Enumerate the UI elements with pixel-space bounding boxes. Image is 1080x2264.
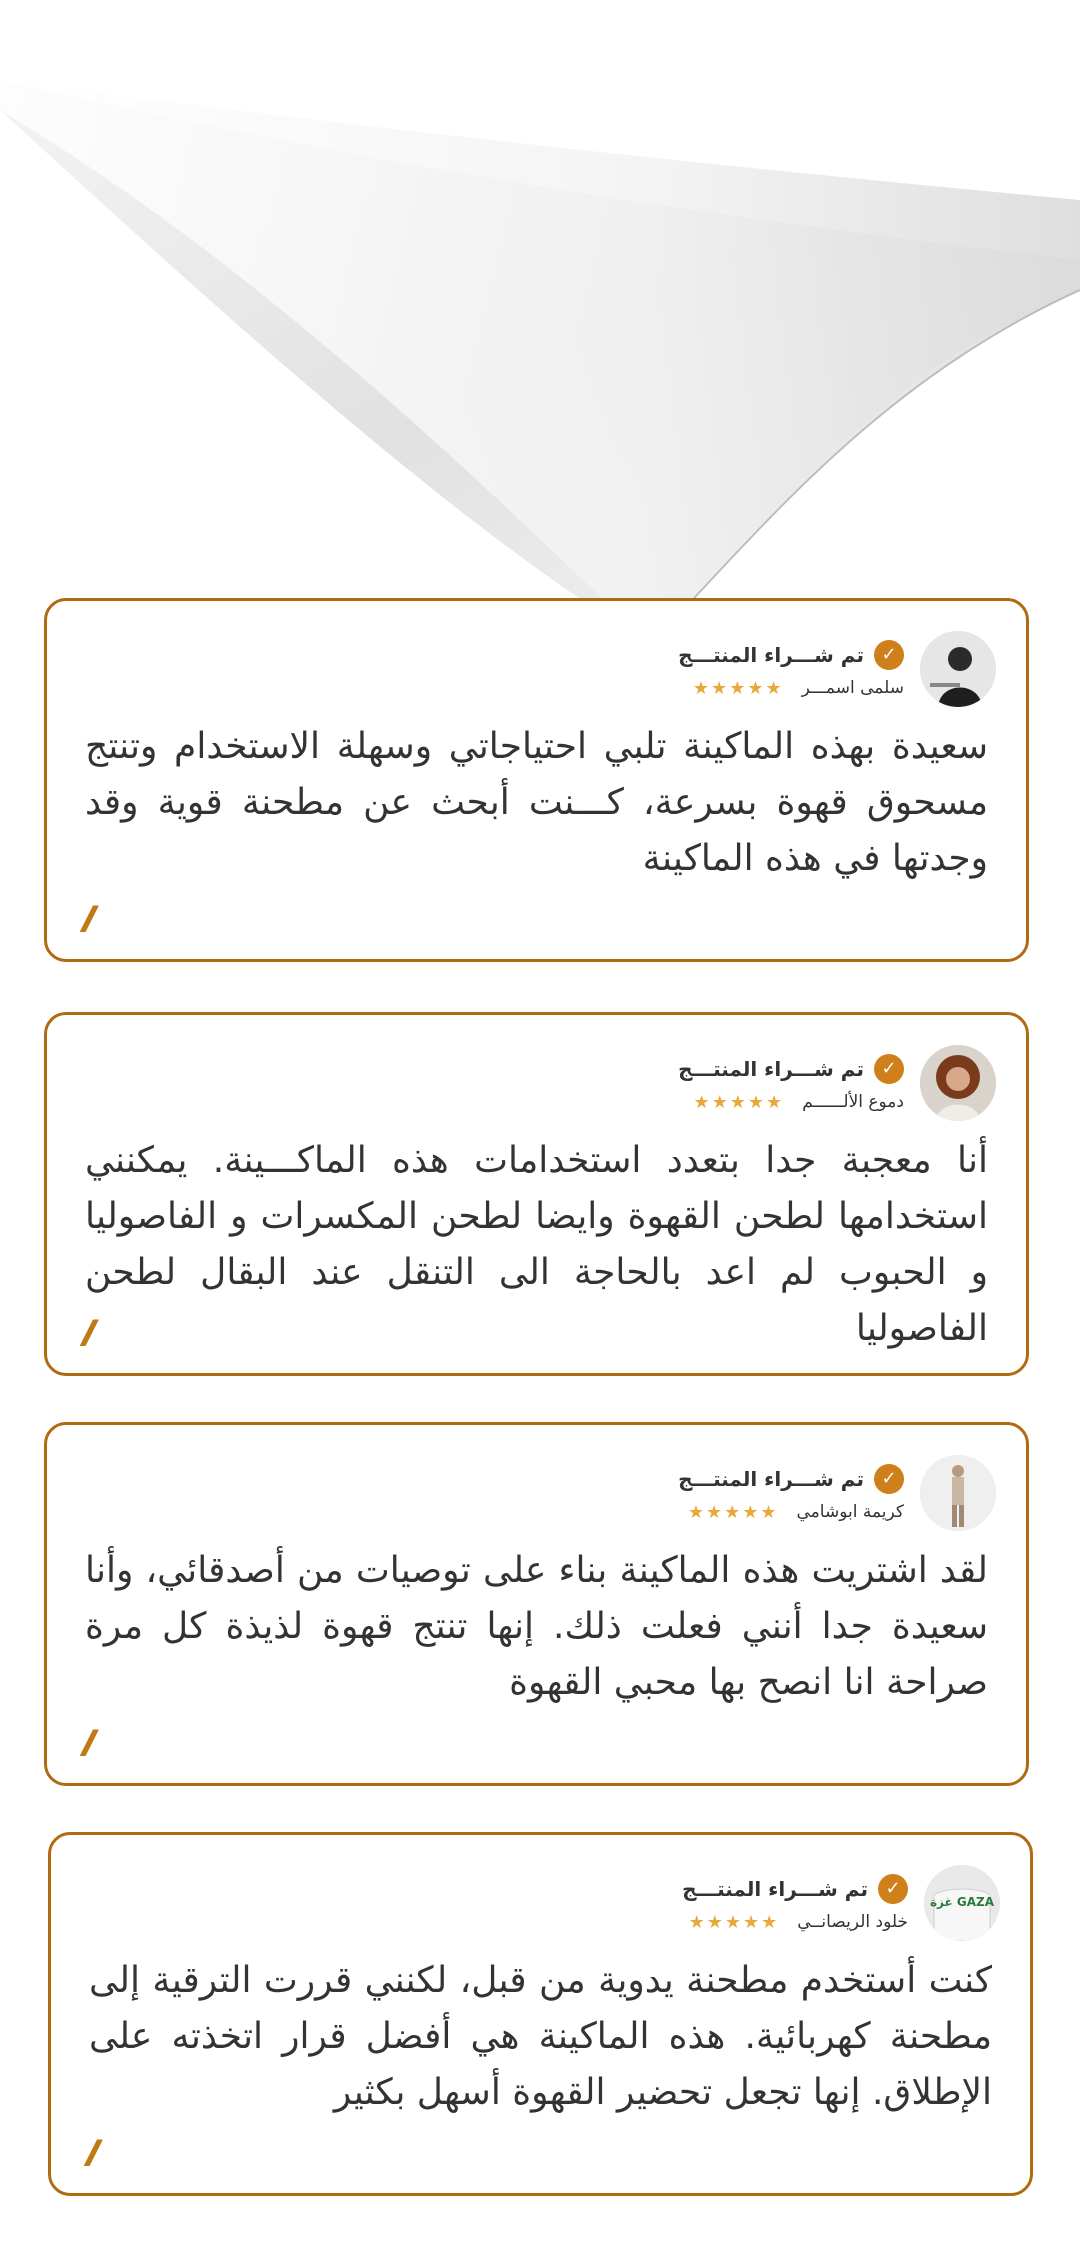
reviewer-name: خلود الريصانــي	[797, 1912, 908, 1932]
review-card	[44, 1012, 1029, 1376]
star-rating: ★★★★★	[692, 677, 784, 699]
review-text: سعيدة بهذه الماكينة تلبي احتياجاتي وسهلة الاستخدام وتنتج مسحوق قهوة بسرعة، كـــنت أبحث عن مطحنة قوية وقد وجدتها في هذه الماكينة	[85, 726, 988, 879]
review-text: لقد اشتريت هذه الماكينة بناء على توصيات من أصدقائي، وأنا سعيدة جدا أنني فعلت ذلك. إنها تنتج قهوة لذيذة كل مرة صراحة انا انصح بها محبي القهوة	[85, 1550, 988, 1703]
review-header	[678, 1453, 996, 1533]
reviewer-name: دموع الألــــــم	[802, 1092, 904, 1112]
woman-laptop-avatar	[920, 631, 996, 707]
review-header	[682, 1863, 1000, 1943]
check-circle-icon: ✓	[874, 1054, 904, 1084]
check-circle-icon: ✓	[878, 1874, 908, 1904]
review-card	[44, 598, 1029, 962]
review-text: أنا معجبة جدا بتعدد استخدامات هذه الماكـــينة. يمكنني استخدامها لطحن القهوة وايضا لطحن المكسرات و الفاصوليا و الحبوب لم اعد بالحاجة الى التنقل عند البقال لطحن الفاصوليا	[85, 1140, 988, 1349]
page-curl-decoration	[0, 0, 1080, 660]
review-text: كنت أستخدم مطحنة يدوية من قبل، لكنني قررت الترقية إلى مطحنة كهربائية. هذه الماكينة هي أفضل قرار اتخذته على الإطلاق. إنها تجعل تحضير القهوة أسهل بكثير	[89, 1960, 992, 2113]
star-rating: ★★★★★	[693, 1091, 785, 1113]
verified-purchase-label: ✓ تم شـــراء المنتـــج	[678, 640, 904, 670]
avatar-shirt-text: GAZA غزة	[929, 1895, 995, 1909]
woman-curly-hair-avatar	[920, 1045, 996, 1121]
reviewer-name: سلمى اسمـــر	[801, 678, 904, 698]
gaza-shirt-avatar	[924, 1865, 1000, 1941]
star-rating: ★★★★★	[687, 1501, 779, 1523]
woman-standing-avatar	[920, 1455, 996, 1531]
check-circle-icon: ✓	[874, 640, 904, 670]
review-card	[48, 1832, 1033, 2196]
star-rating: ★★★★★	[688, 1911, 780, 1933]
review-card	[44, 1422, 1029, 1786]
verified-purchase-label: ✓ تم شـــراء المنتـــج	[682, 1874, 908, 1904]
review-header	[678, 1043, 996, 1123]
verified-purchase-label: ✓ تم شـــراء المنتـــج	[678, 1054, 904, 1084]
verified-purchase-label: ✓ تم شـــراء المنتـــج	[678, 1464, 904, 1494]
reviewer-name: كريمة ابوشامي	[796, 1502, 904, 1522]
review-header	[678, 629, 996, 709]
check-circle-icon: ✓	[874, 1464, 904, 1494]
